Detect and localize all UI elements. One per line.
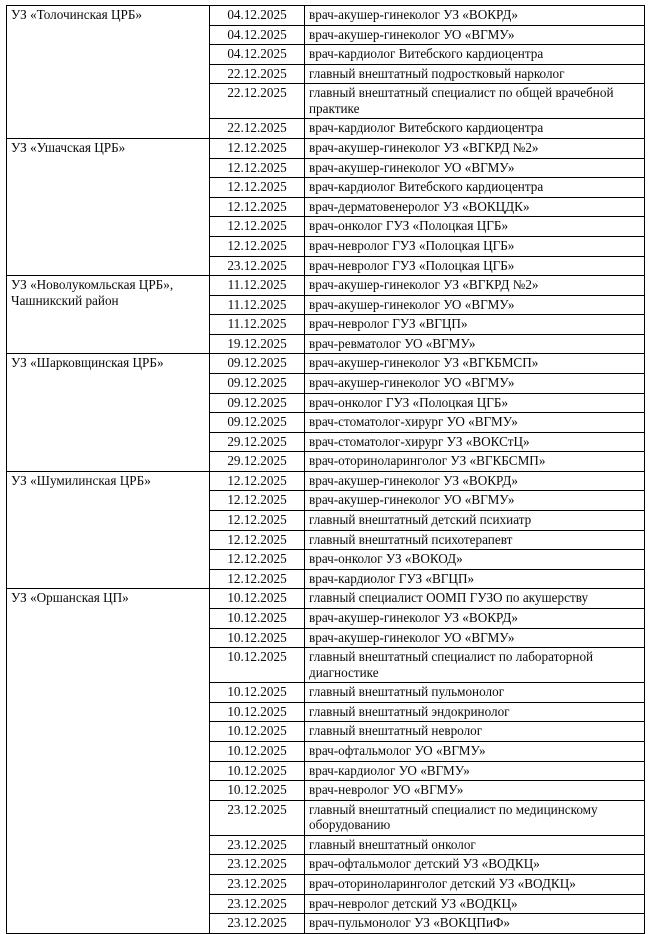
organization-cell: УЗ «Толочинская ЦРБ» [7, 6, 210, 139]
specialist-cell: главный внештатный специалист по лабораторной диагностике [305, 648, 645, 683]
specialist-cell: врач-акушер-гинеколог УО «ВГМУ» [305, 491, 645, 511]
specialist-cell: главный внештатный детский психиатр [305, 511, 645, 531]
visit-date-cell: 09.12.2025 [210, 373, 305, 393]
specialist-cell: врач-невролог УО «ВГМУ» [305, 781, 645, 801]
visit-date-cell: 12.12.2025 [210, 178, 305, 198]
visit-date-cell: 12.12.2025 [210, 139, 305, 159]
visit-date-cell: 09.12.2025 [210, 393, 305, 413]
organization-cell: УЗ «Ушачская ЦРБ» [7, 139, 210, 276]
specialist-cell: врач-акушер-гинеколог УО «ВГМУ» [305, 373, 645, 393]
specialist-cell: врач-кардиолог Витебского кардиоцентра [305, 178, 645, 198]
specialist-cell: врач-дерматовенеролог УЗ «ВОКЦДК» [305, 197, 645, 217]
visit-date-cell: 10.12.2025 [210, 608, 305, 628]
specialist-cell: врач-онколог ГУЗ «Полоцкая ЦГБ» [305, 393, 645, 413]
specialist-cell: врач-акушер-гинеколог УЗ «ВОКРД» [305, 608, 645, 628]
visit-date-cell: 23.12.2025 [210, 914, 305, 934]
schedule-table [6, 5, 645, 934]
visit-date-cell: 12.12.2025 [210, 550, 305, 570]
specialist-cell: главный внештатный подростковый нарколог [305, 64, 645, 84]
visit-date-cell: 04.12.2025 [210, 45, 305, 65]
visit-date-cell: 23.12.2025 [210, 256, 305, 276]
visit-date-cell: 10.12.2025 [210, 589, 305, 609]
specialist-cell: врач-акушер-гинеколог УО «ВГМУ» [305, 158, 645, 178]
visit-date-cell: 23.12.2025 [210, 835, 305, 855]
visit-date-cell: 10.12.2025 [210, 702, 305, 722]
visit-date-cell: 11.12.2025 [210, 315, 305, 335]
specialist-cell: врач-кардиолог УО «ВГМУ» [305, 761, 645, 781]
table-row [7, 354, 645, 374]
specialist-cell: врач-невролог ГУЗ «Полоцкая ЦГБ» [305, 236, 645, 256]
visit-date-cell: 12.12.2025 [210, 158, 305, 178]
visit-date-cell: 10.12.2025 [210, 648, 305, 683]
visit-date-cell: 10.12.2025 [210, 781, 305, 801]
specialist-cell: главный внештатный эндокринолог [305, 702, 645, 722]
table-row [7, 276, 645, 296]
visit-date-cell: 11.12.2025 [210, 276, 305, 296]
specialist-cell: врач-пульмонолог УЗ «ВОКЦПиФ» [305, 914, 645, 934]
visit-date-cell: 12.12.2025 [210, 511, 305, 531]
visit-date-cell: 22.12.2025 [210, 119, 305, 139]
schedule-table-body [7, 6, 645, 934]
visit-date-cell: 10.12.2025 [210, 628, 305, 648]
specialist-cell: врач-акушер-гинеколог УЗ «ВОКРД» [305, 471, 645, 491]
visit-date-cell: 12.12.2025 [210, 236, 305, 256]
organization-cell: УЗ «Шумилинская ЦРБ» [7, 471, 210, 588]
specialist-cell: врач-офтальмолог детский УЗ «ВОДКЦ» [305, 855, 645, 875]
specialist-cell: врач-оториноларинголог УЗ «ВГКБСМП» [305, 452, 645, 472]
specialist-cell: главный внештатный психотерапевт [305, 530, 645, 550]
visit-date-cell: 29.12.2025 [210, 452, 305, 472]
organization-cell: УЗ «Шарковщинская ЦРБ» [7, 354, 210, 471]
visit-date-cell: 10.12.2025 [210, 722, 305, 742]
visit-date-cell: 11.12.2025 [210, 295, 305, 315]
visit-date-cell: 23.12.2025 [210, 855, 305, 875]
specialist-cell: врач-оториноларинголог детский УЗ «ВОДКЦ» [305, 875, 645, 895]
specialist-cell: врач-стоматолог-хирург УО «ВГМУ» [305, 413, 645, 433]
organization-cell: УЗ «Оршанская ЦП» [7, 589, 210, 933]
specialist-cell: главный внештатный пульмонолог [305, 683, 645, 703]
visit-date-cell: 10.12.2025 [210, 761, 305, 781]
visit-date-cell: 29.12.2025 [210, 432, 305, 452]
specialist-cell: врач-ревматолог УО «ВГМУ» [305, 334, 645, 354]
visit-date-cell: 12.12.2025 [210, 491, 305, 511]
specialist-cell: врач-кардиолог Витебского кардиоцентра [305, 119, 645, 139]
specialist-cell: врач-акушер-гинеколог УЗ «ВГКРД №2» [305, 139, 645, 159]
specialist-cell: врач-акушер-гинеколог УО «ВГМУ» [305, 25, 645, 45]
specialist-cell: врач-кардиолог ГУЗ «ВГЦП» [305, 569, 645, 589]
specialist-cell: врач-онколог УЗ «ВОКОД» [305, 550, 645, 570]
specialist-cell: врач-акушер-гинеколог УЗ «ВОКРД» [305, 6, 645, 26]
visit-date-cell: 22.12.2025 [210, 84, 305, 119]
visit-date-cell: 23.12.2025 [210, 875, 305, 895]
specialist-cell: врач-акушер-гинеколог УО «ВГМУ» [305, 628, 645, 648]
specialist-cell: главный внештатный специалист по медицинскому оборудованию [305, 800, 645, 835]
specialist-cell: врач-невролог ГУЗ «Полоцкая ЦГБ» [305, 256, 645, 276]
visit-date-cell: 23.12.2025 [210, 894, 305, 914]
table-row [7, 589, 645, 609]
table-row [7, 471, 645, 491]
visit-date-cell: 12.12.2025 [210, 569, 305, 589]
visit-date-cell: 09.12.2025 [210, 413, 305, 433]
specialist-cell: врач-невролог детский УЗ «ВОДКЦ» [305, 894, 645, 914]
specialist-cell: главный внештатный невролог [305, 722, 645, 742]
organization-cell: УЗ «Новолукомльская ЦРБ», Чашникский район [7, 276, 210, 354]
specialist-cell: врач-акушер-гинеколог УО «ВГМУ» [305, 295, 645, 315]
visit-date-cell: 04.12.2025 [210, 25, 305, 45]
visit-date-cell: 12.12.2025 [210, 197, 305, 217]
table-row [7, 6, 645, 26]
visit-date-cell: 12.12.2025 [210, 471, 305, 491]
visit-date-cell: 12.12.2025 [210, 217, 305, 237]
specialist-cell: главный внештатный специалист по общей врачебной практике [305, 84, 645, 119]
visit-date-cell: 09.12.2025 [210, 354, 305, 374]
visit-date-cell: 22.12.2025 [210, 64, 305, 84]
visit-date-cell: 10.12.2025 [210, 683, 305, 703]
specialist-cell: врач-акушер-гинеколог УЗ «ВГКБМСП» [305, 354, 645, 374]
specialist-cell: врач-акушер-гинеколог УЗ «ВГКРД №2» [305, 276, 645, 296]
visit-date-cell: 23.12.2025 [210, 800, 305, 835]
specialist-cell: главный специалист ООМП ГУЗО по акушерству [305, 589, 645, 609]
visit-date-cell: 12.12.2025 [210, 530, 305, 550]
specialist-cell: врач-онколог ГУЗ «Полоцкая ЦГБ» [305, 217, 645, 237]
specialist-cell: главный внештатный онколог [305, 835, 645, 855]
specialist-cell: врач-стоматолог-хирург УЗ «ВОКСтЦ» [305, 432, 645, 452]
specialist-cell: врач-кардиолог Витебского кардиоцентра [305, 45, 645, 65]
specialist-cell: врач-офтальмолог УО «ВГМУ» [305, 741, 645, 761]
visit-date-cell: 19.12.2025 [210, 334, 305, 354]
visit-date-cell: 04.12.2025 [210, 6, 305, 26]
table-row [7, 139, 645, 159]
specialist-cell: врач-невролог ГУЗ «ВГЦП» [305, 315, 645, 335]
visit-date-cell: 10.12.2025 [210, 741, 305, 761]
